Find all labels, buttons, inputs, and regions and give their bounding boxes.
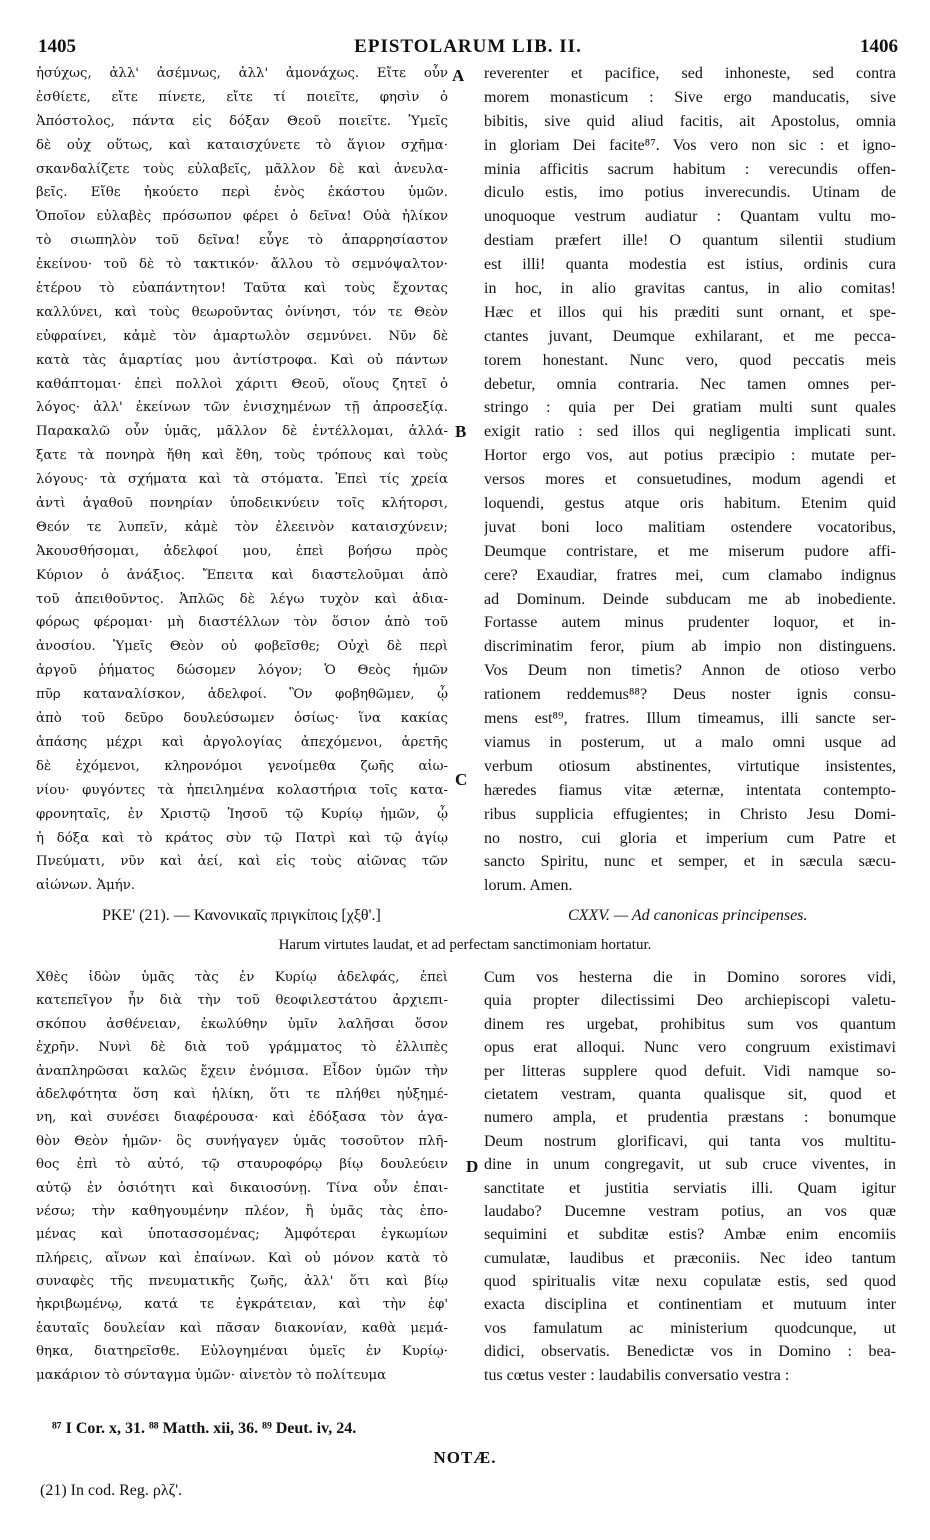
- greek-text-line: Ἀπόστολος, πάντα εἰς δόξαν Θεοῦ ποιεῖτε. Ὑμεῖς: [36, 113, 448, 129]
- greek-text-line: ἁπάσης μέχρι καὶ ἀργολογίας ἀπεχόμενοι, ἀρετῆς: [36, 734, 448, 750]
- greek-text-line: θηκα, διατηρεῖσθε. Εὐλογημέναι ὑμεῖς ἐν Κυρίῳ·: [36, 1344, 448, 1360]
- latin-text-line: opus erat alloqui. Nunc vero congruum existimavi: [484, 1039, 896, 1057]
- latin-text-line: sanctitate et justitia serviatis illi. Quam igitur: [484, 1179, 896, 1197]
- latin-text-line: Hortor ergo vos, aut potius præcipio : mutate per-: [484, 447, 896, 465]
- greek-text-line: καθάπτομαι· ἐπεὶ πολλοὶ χάριτι Θεοῦ, οἵους ζητεῖ ὁ: [36, 376, 448, 392]
- greek-text-line: κατὰ τὰς ἁμαρτίας μου ἀντίστροφα. Καὶ οὐ πάντων: [36, 352, 448, 368]
- greek-text-line: Κύριον ὁ ἀνάξιος. Ἔπειτα καὶ διαστελοῦμαι ἀπὸ: [36, 567, 448, 583]
- latin-text-line: exacta disciplina et continentiam et mutuum inter: [484, 1296, 896, 1314]
- latin-text-line: cumulatæ, laudibus et præconiis. Nec ideo tantum: [484, 1249, 896, 1267]
- latin-text-line: tus cœtus vester : laudabilis conversatio vestra :: [484, 1366, 790, 1384]
- greek-text-line: Πνεύματι, νῦν καὶ ἀεί, καὶ εἰς τοὺς αἰῶνας τῶν: [36, 854, 448, 870]
- greek-text-line: σκόπου ἀσθένειαν, ἐκωλύθην ὑμῖν λαλῆσαι ὅσον: [36, 1016, 448, 1032]
- greek-text-line: Ὁποῖον εὐλαβὲς πρόσωπον φέρει ὁ δεῖνα! Οὐὰ ἠλίκον: [36, 209, 448, 225]
- scripture-footnotes: ⁸⁷ I Cor. x, 31. ⁸⁸ Matth. xii, 36. ⁸⁹ Deut. iv, 24.: [52, 1420, 357, 1437]
- latin-text-line: no nostro, cui gloria et imperium cum Patre et: [484, 829, 896, 847]
- latin-text-line: hæredes fiamus vitæ æternæ, intentata contempto-: [484, 781, 896, 799]
- latin-text-line: vos famulatum ac ministerium quodcunque, ut: [484, 1319, 896, 1337]
- greek-text-line: μακάριον τὸ σύνταγμα ὑμῶν· αἰνετὸν τὸ πολίτευμα: [36, 1367, 387, 1383]
- greek-text-line: ἐκείνου· τοῦ δὲ τὸ τακτικόν· ἄλλου τὸ σεμνόψαλτον·: [36, 257, 448, 273]
- greek-text-line: πλήρεις, αἴνων καὶ ἐπαίνων. Καὶ οὐ μόνον κατὰ τὸ: [36, 1250, 448, 1266]
- latin-text-line: viamus in posterum, ut a malo omni usque ad: [484, 733, 896, 751]
- greek-text-line: ἀνοσίου. Ὑμεῖς Θεὸν οὐ φοβεῖσθε; Οὐχὶ δὲ περὶ: [36, 639, 448, 655]
- latin-text-line: juvat boni loco malitiam ostendere vocatoribus,: [484, 518, 896, 536]
- greek-text-line: νέσω; τὴν καθηγουμένην πλέον, ἢ ὑμᾶς τὰς ἑπο-: [36, 1203, 448, 1219]
- latin-text-line: dine in unum congregavit, ut sub cruce viventes, in: [484, 1156, 896, 1174]
- latin-text-line: lorum. Amen.: [484, 877, 573, 895]
- greek-text-line: ἐχρῆν. Νυνὶ δὲ διὰ τοῦ γράμματος τὸ ἐλλιπὲς: [36, 1040, 448, 1056]
- latin-text-line: rationem reddemus⁸⁸? Deus noster ignis consu-: [484, 686, 896, 704]
- margin-letter-c: C: [455, 770, 468, 789]
- latin-text-line: torem honestant. Nunc vero, quod peccatis meis: [484, 351, 896, 369]
- greek-text-line: τοῦ ἀπειθοῦντος. Ἁπλῶς δὲ λέγω τυχὸν καὶ ἀδια-: [36, 591, 448, 607]
- latin-text-line: didici, observatis. Benedictæ vos in Domino : bea-: [484, 1343, 896, 1361]
- latin-text-line: numero ampla, et prudentia præstans : bonumque: [484, 1109, 896, 1127]
- latin-text-line: stringo : quia per Dei gratiam multi sunt quales: [484, 399, 896, 417]
- greek-text-line: κατεπεῖγον ἦν διὰ τὴν τοῦ θεοφιλεστάτου ἀρχιεπι-: [36, 993, 448, 1009]
- greek-text-line: ἀναπληρῶσαι καλῶς ἔχειν ἐνόμισα. Εἶδον ὑμῶν τὴν: [36, 1063, 448, 1079]
- running-title: EPISTOLARUM LIB. II.: [354, 36, 582, 57]
- latin-text-line: sequimini et subditæ estis? Ambæ enim encomiis: [484, 1226, 896, 1244]
- greek-text-line: δὲ ἐχόμενοι, κληρονόμοι γενοίμεθα ζωῆς αἰω-: [36, 758, 448, 774]
- greek-text-line: Θεόν τε λυπεῖν, κἀμὲ τὸν ἐλεεινὸν καταισχύνειν;: [36, 519, 448, 535]
- latin-text-line: cietatem vestram, quanta qualisque sit, quod et: [484, 1085, 896, 1103]
- running-header: [38, 36, 898, 62]
- greek-text-line: ἐσθίετε, εἴτε πίνετε, εἴτε τί ποιεῖτε, φησὶν ὁ: [36, 89, 448, 105]
- letter-title-latin: CXXV. — Ad canonicas principenses.: [568, 907, 808, 924]
- margin-letter-a: A: [452, 66, 465, 85]
- greek-text-line: Χθὲς ἰδὼν ὑμᾶς τὰς ἐν Κυρίῳ ἀδελφάς, ἐπεὶ: [36, 970, 448, 985]
- greek-text-line: θὸν Θεὸν ἡμῶν· ὃς συνήγαγεν ὑμᾶς τοσοῦτον πλῆ-: [36, 1133, 448, 1149]
- greek-text-line: ἀπὸ τοῦ δεῦρο δουλεύσωμεν ὁσίως· ἵνα κακίας: [36, 711, 448, 727]
- latin-column-top: [484, 62, 896, 898]
- latin-text-line: in gloriam Dei facite⁸⁷. Vos vero non sic : et igno-: [484, 136, 896, 154]
- latin-text-line: in hoc, in alio gravitas cantus, in alio comitas!: [484, 280, 896, 298]
- greek-text-line: σκανδαλίζετε τοὺς εὐλαβεῖς, μᾶλλον δὲ καὶ ἀνευλα-: [36, 161, 448, 177]
- greek-text-line: βεῖς. Εἴθε ἠκούετο περὶ ἑνὸς ἑκάστου ὑμῶν.: [36, 185, 448, 201]
- margin-letter-b: B: [455, 422, 467, 441]
- greek-text-line: Παρακαλῶ οὖν ὑμᾶς, μᾶλλον δὲ ἐντέλλομαι, ἀλλά-: [36, 424, 448, 440]
- greek-text-line: καλλύνει, καὶ τοὺς θεωροῦντας ὀνίνησι, τόν τε Θεὸν: [36, 304, 448, 320]
- greek-text-line: πῦρ καταναλίσκον, ἀδελφοί. Ὃν φοβηθῶμεν, ᾧ: [36, 687, 448, 703]
- latin-text-line: bibitis, sive quid aliud facitis, ait Apostolus, omnia: [484, 112, 896, 130]
- latin-text-line: est illi! quanta modestia est istius, ordinis cura: [484, 256, 896, 274]
- note-21: (21) In cod. Reg. ρλζ'.: [40, 1482, 183, 1499]
- latin-text-line: ad Dominum. Deinde subducam me ab inobediente.: [484, 590, 896, 608]
- greek-text-line: φόρως φέρομαι· μὴ διαστέλλων τὸν ὅσιον ἀπὸ τοῦ: [36, 615, 448, 631]
- greek-text-line: λόγος· ἀλλ' ἐκείνων τῶν ἐνισχημένων τῇ ἀπροσεξίᾳ.: [36, 400, 448, 416]
- latin-text-line: dinem res urgebat, prohibitus sum vos quantum: [484, 1015, 896, 1033]
- greek-text-line: ἀργοῦ ῥήματος δώσομεν λόγον; Ὁ Θεὸς ἡμῶν: [36, 663, 448, 679]
- page-number-left: 1405: [38, 36, 76, 57]
- greek-text-line: θος ἐπὶ τὸ αὐτό, τῷ σταυροφόρῳ βίῳ δουλεύειν: [36, 1157, 448, 1173]
- greek-text-line: Ἀκουσθήσομαι, ἀδελφοί μου, ἐπεὶ βοήσω πρὸς: [36, 543, 448, 559]
- greek-text-line: λόγους· τὰ σχήματα καὶ τὰ στόματα. Ἐπεὶ τίς χρεία: [36, 472, 448, 488]
- latin-text-line: exigit ratio : sed illos qui negligentia implicati sunt.: [484, 423, 896, 441]
- latin-text-line: Fortasse autem minus prudenter loquor, et in-: [484, 614, 896, 632]
- latin-text-line: sancto Spiritu, nunc et semper, et in sæcula sæcu-: [484, 853, 896, 871]
- greek-text-line: αἰώνων. Ἀμήν.: [36, 878, 136, 894]
- greek-text-line: εὐφραίνει, κἀμὲ τὸν ἁμαρτωλὸν σεμνύνει. Νῦν δὲ: [36, 328, 448, 344]
- latin-text-line: Deum nostrum glorificavi, qui tanta vos multitu-: [484, 1132, 896, 1150]
- greek-text-line: φρονηταῖς, ἐν Χριστῷ Ἰησοῦ τῷ Κυρίῳ ἡμῶν, ᾧ: [36, 806, 448, 822]
- latin-text-line: Hæc et illos qui his præditi sunt ornant, et spe-: [484, 303, 896, 321]
- latin-text-line: debetur, omnia contraria. Nec tamen omnes per-: [484, 375, 896, 393]
- latin-text-line: versos mores et consuetudines, modum agendi et: [484, 471, 896, 489]
- greek-text-line: τὸ σιωπηλὸν τοῦ δεῖνα! εὖγε τὸ ἀπαρρησίαστον: [36, 233, 448, 249]
- latin-text-line: quia propter dilectissimi Deo archiepiscopi valetu-: [484, 992, 896, 1010]
- latin-text-line: minia afficitis sacrum habitum : verecundis offen-: [484, 160, 896, 178]
- latin-text-line: quod spiritualis vitæ nexu copulatæ estis, sed quod: [484, 1273, 896, 1291]
- latin-text-line: reverenter et pacifice, sed inhoneste, sed contra: [484, 65, 896, 82]
- latin-text-line: laudabo? Ducemne vestram potius, an vos quæ: [484, 1202, 896, 1220]
- latin-text-line: diculo estis, imo potius inverecundis. Utinam de: [484, 184, 896, 202]
- letter-summary: Harum virtutes laudat, et ad perfectam sanctimoniam hortatur.: [278, 937, 652, 953]
- greek-text-line: αὐτῷ ἐν ὁσιότητι καὶ δικαιοσύνῃ. Τίνα οὖν ἐπαι-: [36, 1180, 448, 1196]
- latin-text-line: per litteras supplere quod defuit. Vidi namque so-: [484, 1062, 896, 1080]
- latin-text-line: ribus supplicia effugientes; in Christo Jesu Domi-: [484, 805, 896, 823]
- greek-text-line: δὲ οὐχ οὕτως, καὶ καταισχύνετε τὸ ἅγιον σχῆμα·: [36, 137, 448, 153]
- latin-text-line: verbum otiosum abstinentes, virtutique insistentes,: [484, 757, 896, 775]
- greek-text-line: νίου· φυγόντες τὰ ἠπειλημένα κολαστήρια τοῖς κατα-: [36, 782, 448, 798]
- page-number-right: 1406: [860, 36, 898, 57]
- letter-title-greek: ΡΚΕ' (21). — Κανονικαῖς πριγκίποις [χξθ'.]: [102, 907, 381, 924]
- greek-text-line: ἡσύχως, ἀλλ' ἀσέμνως, ἀλλ' ἀμονάχως. Εἴτε οὖν: [36, 66, 448, 81]
- latin-text-line: mens est⁸⁹, fratres. Illum timeamus, illi sancte ser-: [484, 710, 896, 728]
- greek-text-line: συναφὲς τῆς πνευματικῆς ζωῆς, ἀλλ' ὅτι καὶ βίῳ: [36, 1274, 448, 1290]
- latin-text-line: Vos Deum non timetis? Annon de otioso verbo: [484, 662, 896, 680]
- greek-column-bottom: [36, 966, 448, 1387]
- latin-text-line: destiam præfert ille! O quantum silentii studium: [484, 232, 896, 250]
- latin-text-line: Cum vos hesterna die in Domino sorores vidi,: [484, 969, 896, 986]
- greek-text-line: ἠκριβωμένῳ, κατά τε ἐγκράτειαν, καὶ τὴν ἐφ': [36, 1297, 448, 1313]
- greek-text-line: ἑτέρου τὸ εὐαπάντητον! Ταῦτα καὶ τοὺς ἔχοντας: [36, 281, 448, 297]
- notae-heading: NOTÆ.: [433, 1448, 497, 1467]
- latin-text-line: cere? Exaudiar, fratres mei, cum clamabo indignus: [484, 566, 896, 584]
- greek-column-top: [36, 62, 448, 898]
- greek-text-line: ἀντὶ ἀγαθοῦ πονηρίαν ὑποδεικνύειν τοῖς κλήτορσι,: [36, 496, 448, 512]
- greek-text-line: μένας καὶ ὑποτασσομένας; Ἀμφότεραι ἐγκωμίων: [36, 1227, 448, 1243]
- greek-text-line: ξατε τὰ πονηρὰ ἤθη καὶ ἔθη, τοὺς τρόπους καὶ τοὺς: [36, 448, 448, 464]
- greek-text-line: νη, καὶ συνέσει διαφέρουσα· καὶ ἐδόξασα τὸν ἀγα-: [36, 1110, 448, 1126]
- latin-text-line: morem monasticum : Sive ergo manducatis, sive: [484, 88, 896, 106]
- latin-text-line: Deumque contristare, et me miserum pudore affi-: [484, 542, 896, 560]
- latin-text-line: ctantes juvant, Deumque exhilarant, et me pecca-: [484, 327, 896, 345]
- latin-text-line: loquendi, gestus atque oris habitum. Etenim quid: [484, 495, 896, 513]
- greek-text-line: ἑαυταῖς δουλείαν καὶ πᾶσαν διακονίαν, καθὰ μεμά-: [36, 1320, 448, 1336]
- greek-text-line: ἀδελφότητα ὅση καὶ ἡλίκη, ὅτι τε πλήθει ηὐξημέ-: [36, 1086, 448, 1102]
- latin-text-line: discriminatim feror, pium ab impio non distinguens.: [484, 638, 896, 656]
- margin-letter-d: D: [466, 1157, 479, 1176]
- greek-text-line: ἡ δόξα καὶ τὸ κράτος σὺν τῷ Πατρὶ καὶ τῷ ἁγίῳ: [36, 830, 448, 846]
- latin-column-bottom: [484, 966, 896, 1387]
- latin-text-line: unoquoque vestrum audiatur : Quantam vultu mo-: [484, 208, 896, 226]
